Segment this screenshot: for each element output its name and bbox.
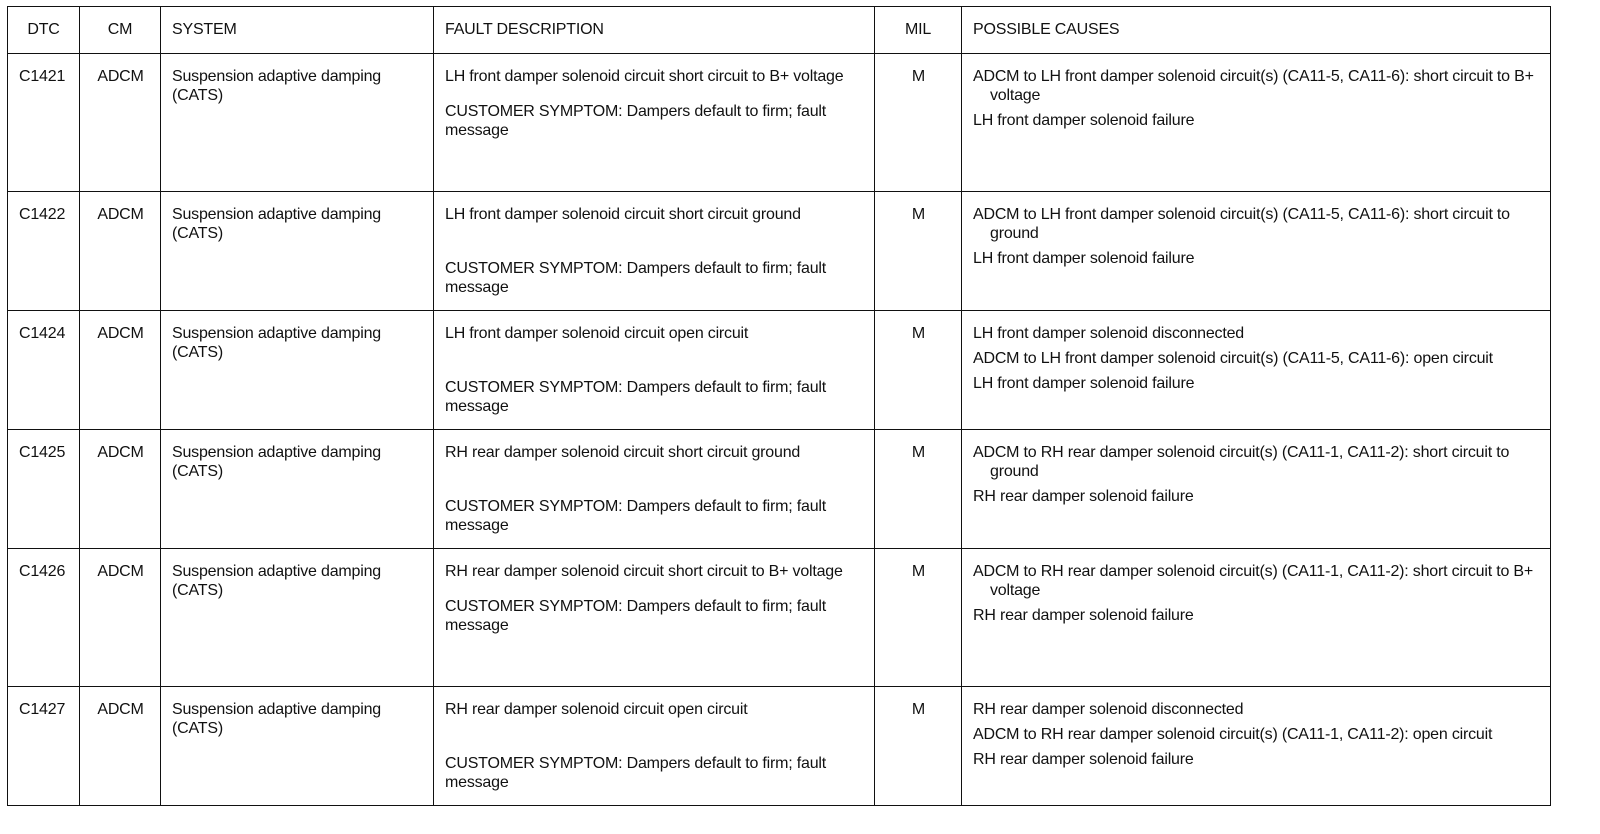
system-cell: Suspension adaptive damping (CATS) [161,54,434,192]
possible-cause: ADCM to RH rear damper solenoid circuit(s) (CA11-1, CA11-2): open circuit [973,726,1493,743]
fault-description: LH front damper solenoid circuit open circuit [445,325,749,342]
cm-cell: ADCM [80,430,161,549]
possible-causes-cell [962,54,1551,192]
possible-causes-cell [962,311,1551,430]
fault-description-cell [434,687,875,806]
cm-cell: ADCM [80,192,161,311]
header-cm: CM [80,7,161,54]
header-system: SYSTEM [161,7,434,54]
dtc-code-cell: C1421 [8,54,80,192]
dtc-table [7,6,1551,806]
table-row [8,549,1551,687]
fault-description-cell [434,192,875,311]
customer-symptom: CUSTOMER SYMPTOM: Dampers default to firm; fault message [445,103,827,139]
table-row [8,192,1551,311]
mil-cell: M [875,687,962,806]
customer-symptom: CUSTOMER SYMPTOM: Dampers default to firm; fault message [445,598,827,634]
possible-cause: ADCM to LH front damper solenoid circuit(s) (CA11-5, CA11-6): short circuit to ground [973,206,1510,242]
fault-description: RH rear damper solenoid circuit short circuit to B+ voltage [445,563,843,580]
mil-cell: M [875,311,962,430]
mil-cell: M [875,549,962,687]
possible-cause: LH front damper solenoid failure [973,250,1195,267]
fault-description-cell [434,430,875,549]
customer-symptom: CUSTOMER SYMPTOM: Dampers default to firm; fault message [445,755,827,791]
cm-cell: ADCM [80,311,161,430]
system-cell: Suspension adaptive damping (CATS) [161,192,434,311]
fault-description: RH rear damper solenoid circuit short circuit ground [445,444,801,461]
possible-cause: RH rear damper solenoid failure [973,488,1194,505]
fault-description-cell [434,54,875,192]
customer-symptom: CUSTOMER SYMPTOM: Dampers default to firm; fault message [445,379,827,415]
possible-cause: LH front damper solenoid failure [973,375,1195,392]
dtc-code-cell: C1424 [8,311,80,430]
system-cell: Suspension adaptive damping (CATS) [161,430,434,549]
possible-causes-cell [962,430,1551,549]
header-dtc: DTC [8,7,80,54]
cm-cell: ADCM [80,549,161,687]
table-row [8,54,1551,192]
fault-description-cell [434,549,875,687]
fault-description: LH front damper solenoid circuit short circuit ground [445,206,801,223]
system-cell: Suspension adaptive damping (CATS) [161,549,434,687]
possible-causes-cell [962,549,1551,687]
system-cell: Suspension adaptive damping (CATS) [161,687,434,806]
header-fault-description: FAULT DESCRIPTION [434,7,875,54]
dtc-code-cell: C1427 [8,687,80,806]
dtc-code-cell: C1425 [8,430,80,549]
fault-description-cell [434,311,875,430]
header-mil: MIL [875,7,962,54]
table-row [8,687,1551,806]
fault-description: RH rear damper solenoid circuit open circuit [445,701,748,718]
possible-cause: LH front damper solenoid disconnected [973,325,1244,342]
table-row [8,430,1551,549]
possible-cause: RH rear damper solenoid disconnected [973,701,1244,718]
header-row [8,7,1551,54]
possible-cause: RH rear damper solenoid failure [973,751,1194,768]
table-row [8,311,1551,430]
customer-symptom: CUSTOMER SYMPTOM: Dampers default to firm; fault message [445,498,827,534]
possible-cause: ADCM to LH front damper solenoid circuit(s) (CA11-5, CA11-6): open circuit [973,350,1493,367]
possible-cause: LH front damper solenoid failure [973,112,1195,129]
cm-cell: ADCM [80,54,161,192]
possible-cause: ADCM to RH rear damper solenoid circuit(s) (CA11-1, CA11-2): short circuit to B+ voltage [973,563,1534,599]
mil-cell: M [875,430,962,549]
possible-cause: RH rear damper solenoid failure [973,607,1194,624]
possible-causes-cell [962,192,1551,311]
possible-causes-cell [962,687,1551,806]
fault-description: LH front damper solenoid circuit short circuit to B+ voltage [445,68,844,85]
cm-cell: ADCM [80,687,161,806]
possible-cause: ADCM to RH rear damper solenoid circuit(s) (CA11-1, CA11-2): short circuit to ground [973,444,1510,480]
dtc-code-cell: C1422 [8,192,80,311]
header-possible-causes: POSSIBLE CAUSES [962,7,1551,54]
customer-symptom: CUSTOMER SYMPTOM: Dampers default to firm; fault message [445,260,827,296]
dtc-code-cell: C1426 [8,549,80,687]
mil-cell: M [875,192,962,311]
possible-cause: ADCM to LH front damper solenoid circuit(s) (CA11-5, CA11-6): short circuit to B+ voltage [973,68,1534,104]
mil-cell: M [875,54,962,192]
system-cell: Suspension adaptive damping (CATS) [161,311,434,430]
